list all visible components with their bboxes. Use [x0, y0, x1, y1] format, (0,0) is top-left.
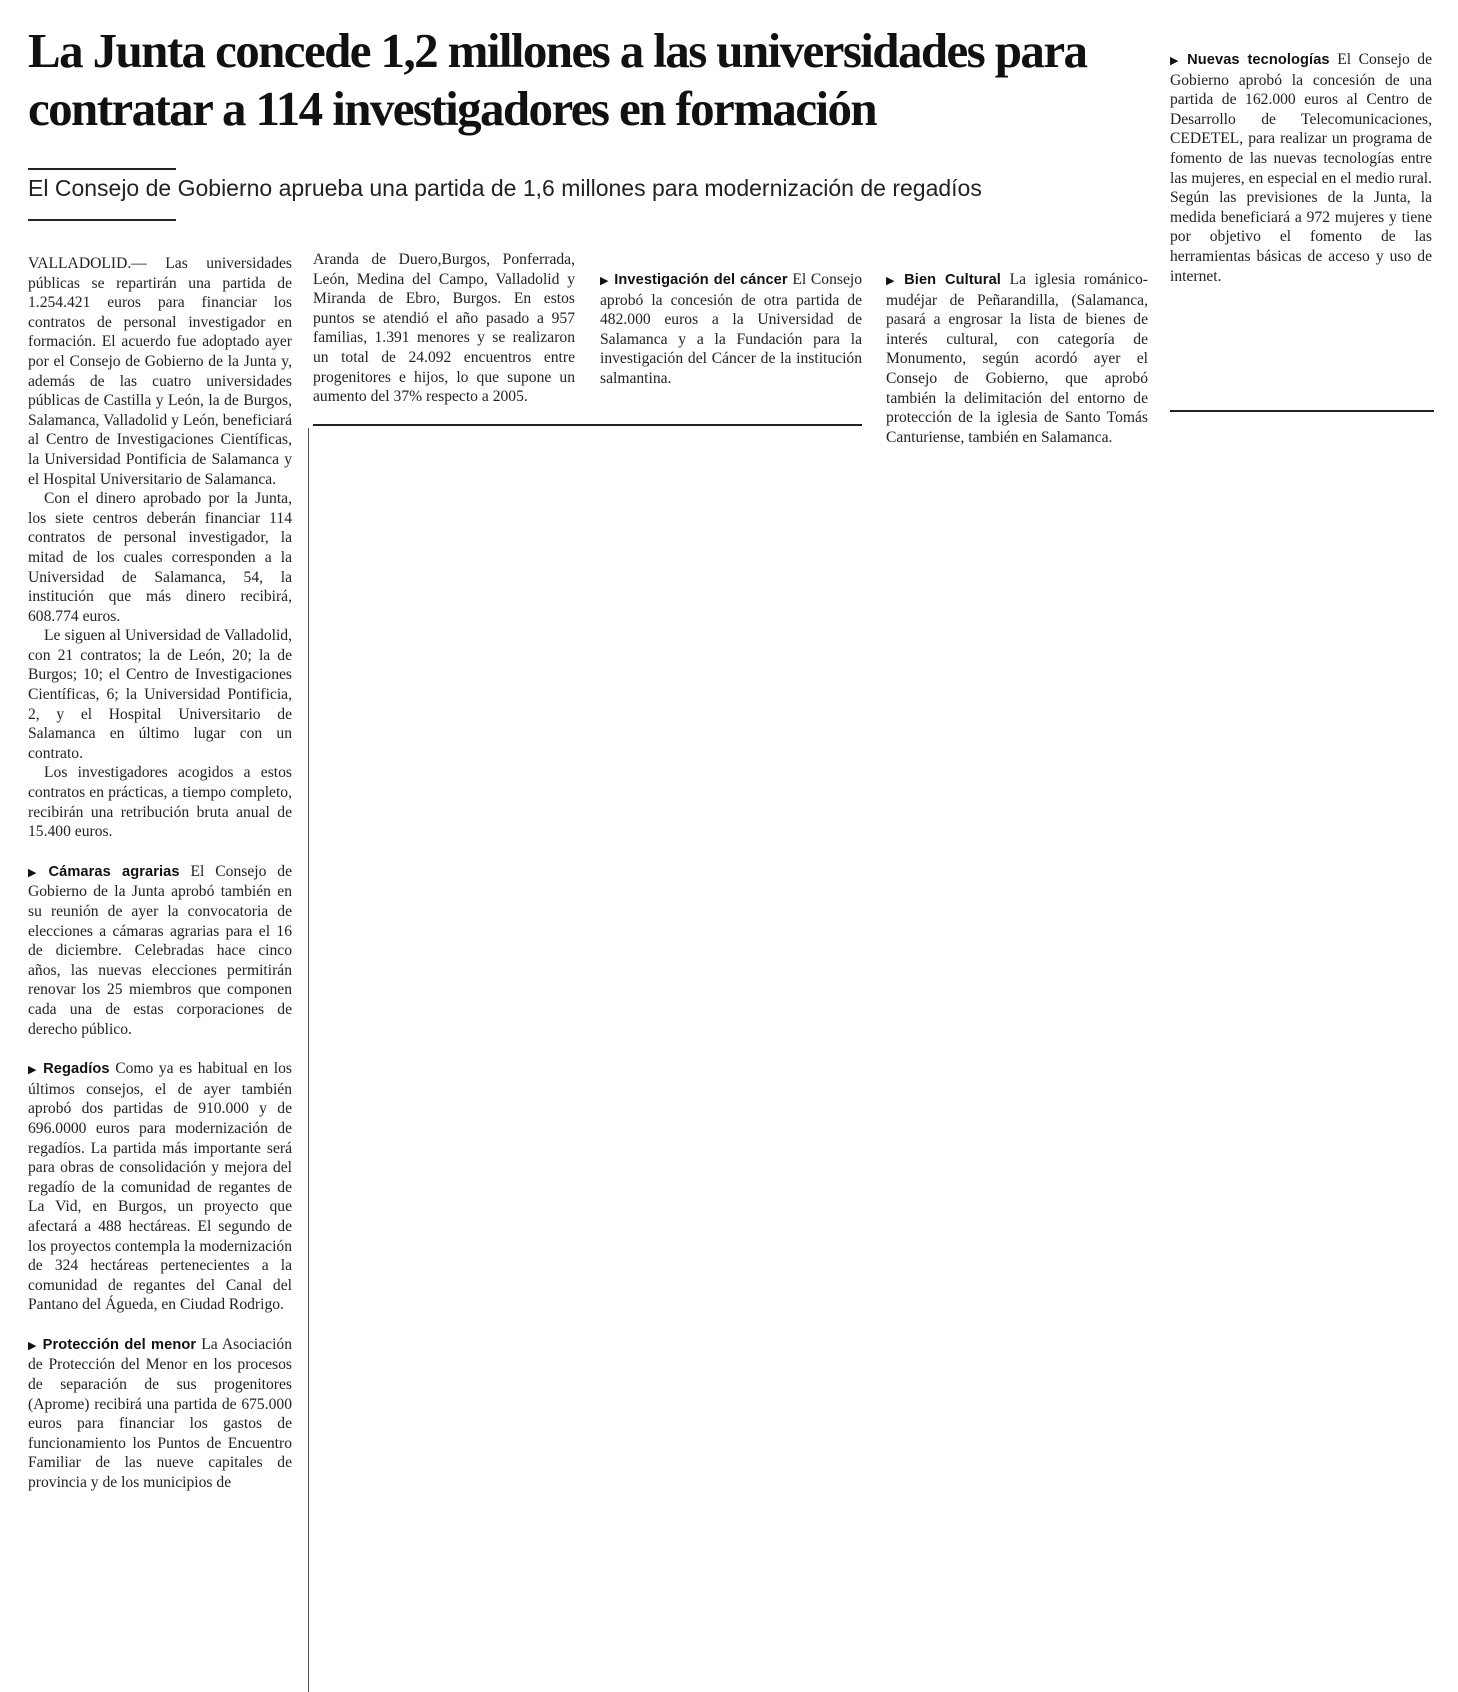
brief-proteccion-menor-cont: Aranda de Duero,Burgos, Ponferrada, León, Medina del Campo, Valladolid y Miranda de Ebro, Burgos. En estos puntos se atendió el año pasado a 957 familias, 1.391 menores y se realizaron un total de 24.092 encuentros entre progenitores e hijos, lo que supone un aumento del 37% respecto a 2005. — [313, 251, 575, 406]
brief-text: El Consejo de Gobierno de la Junta aprobó también en su reunión de ayer la convocatoria de elecciones a cámaras agrarias para el 16 de diciembre. Celebradas hace cinco años, las nuevas elecciones permitirán renovar los 25 miembros que componen cada una de estas corporaciones de derecho público. — [28, 862, 292, 1038]
column-2 — [313, 250, 575, 407]
subtitle-rule-top — [28, 168, 176, 170]
brief-lead: Cámaras agrarias — [48, 863, 180, 880]
brief-camaras-agrarias — [28, 862, 292, 1039]
brief-lead: Bien Cultural — [904, 272, 1001, 288]
brief-text: La iglesia románico-mudéjar de Peñarandilla, (Salamanca, pasará a engrosar la lista de bienes de interés cultural, con categoría de Monumento, según acordó ayer el Consejo de Gobierno, que aprobó también la delimitación del entorno de protección de la iglesia de Santo Tomás Canturiense, también en Salamanca. — [886, 271, 1148, 446]
subtitle-rule-bottom — [28, 219, 176, 221]
brief-nuevas-tecnologias — [1170, 50, 1432, 286]
triangle-bullet-icon: ▶ — [28, 865, 44, 879]
headline: La Junta concede 1,2 millones a las universidades para contratar a 114 investigadores en formación — [28, 23, 1087, 136]
bottom-rule-left — [313, 424, 862, 426]
column-3 — [600, 250, 862, 389]
brief-proteccion-menor — [28, 1335, 292, 1493]
body-paragraph: Con el dinero aprobado por la Junta, los siete centros deberán financiar 114 contratos de personal investigador, la mitad de los cuales corresponden a la Universidad de Salamanca, 54, la institución que más dinero recibirá, 608.774 euros. — [28, 490, 292, 625]
subtitle: El Consejo de Gobierno aprueba una partida de 1,6 millones para modernización de regadíos — [28, 175, 982, 201]
body-paragraph: Le siguen al Universidad de Valladolid, con 21 contratos; la de León, 20; la de Burgos; 10; el Centro de Investigaciones Científicas, 6; la Universidad Pontificia, 2, y el Hospital Universitario de Salamanca en último lugar con un contrato. — [28, 627, 292, 762]
brief-text: La Asociación de Protección del Menor en los procesos de separación de sus progenitores (Aprome) recibirá una partida de 675.000 euros para financiar los gastos de funcionamiento los Puntos de Encuentro Familiar de las nueve capitales de provincia y de los municipios de — [28, 1335, 293, 1492]
column-4 — [886, 250, 1148, 447]
triangle-bullet-icon: ▶ — [600, 274, 610, 287]
lead-paragraph — [28, 254, 292, 489]
brief-text: Como ya es habitual en los últimos consejos, el de ayer también aprobó dos partidas de 910.000 y de 696.0000 euros para modernización de regadíos. La partida más importante será para obras de consolidación y mejora del regadío de la comunidad de regantes de La Vid, en Burgos, un proyecto que afectará a 488 hectáreas. El segundo de los proyectos contempla la modernización de 324 hectáreas pertenecientes a la comunidad de regantes del Canal del Pantano del Águeda, en Ciudad Rodrigo. — [28, 1060, 292, 1314]
triangle-bullet-icon: ▶ — [28, 1063, 39, 1077]
brief-text: El Consejo aprobó la concesión de otra partida de 482.000 euros a la Universidad de Salamanca y a la Fundación para la investigación del Cáncer de la institución salmantina. — [600, 271, 862, 387]
brief-lead: Regadíos — [43, 1061, 110, 1078]
bottom-rule-right — [1170, 410, 1434, 412]
brief-lead: Nuevas tecnologías — [1187, 52, 1330, 68]
brief-text: El Consejo de Gobierno aprobó la concesión de una partida de 162.000 euros al Centro de Desarrollo de Telecomunicaciones, CEDETEL, para realizar un programa de fomento de las nuevas tecnologías entre las mujeres, en especial en el medio rural. Según las previsiones de la Junta, la medida beneficiará a 972 mujeres y tiene por objetivo el fomento de las herramientas básicas de acceso y uso de internet. — [1170, 51, 1433, 285]
lead-paragraph-text: Las universidades públicas se repartirán una partida de 1.254.421 euros para financiar los contratos de personal investigador en formación. El acuerdo fue adoptado ayer por el Consejo de Gobierno de la Junta y, además de las cuatro universidades públicas de Castilla y León, la de Burgos, Salamanca, Valladolid y León, beneficiará al Centro de Investigaciones Científicas, la Universidad Pontificia de Salamanca y el Hospital Universitario de Salamanca. — [28, 255, 292, 488]
brief-investigacion-cancer — [600, 270, 862, 389]
brief-lead: Protección del menor — [42, 1336, 197, 1353]
triangle-bullet-icon: ▶ — [886, 274, 900, 287]
column-divider — [308, 428, 309, 1692]
triangle-bullet-icon: ▶ — [28, 1338, 38, 1352]
column-5 — [1170, 30, 1432, 286]
body-paragraph: Los investigadores acogidos a estos contratos en prácticas, a tiempo completo, recibirán una retribución bruta anual de 15.400 euros. — [28, 764, 292, 841]
brief-regadios — [28, 1059, 292, 1315]
brief-bien-cultural — [886, 270, 1148, 447]
column-1 — [28, 254, 292, 1493]
dateline: VALLADOLID.— — [28, 255, 147, 272]
brief-lead: Investigación del cáncer — [614, 272, 788, 288]
triangle-bullet-icon: ▶ — [1170, 54, 1183, 67]
